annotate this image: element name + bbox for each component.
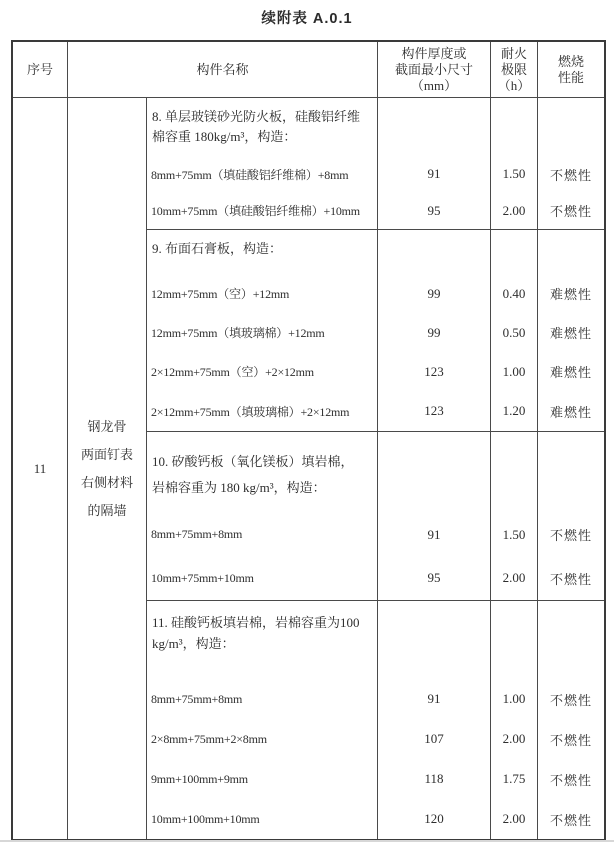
component-name-line1: 钢龙骨	[87, 418, 127, 434]
header-combustion-line2: 性能	[557, 69, 584, 85]
table-body	[13, 98, 604, 839]
header-seq-label: 序号	[26, 61, 53, 77]
combustion-cell: 不燃性	[549, 772, 592, 788]
empty-cell	[378, 601, 491, 679]
header-combustion	[538, 42, 604, 97]
section-intro: 11. 硅酸钙板填岩棉，岩棉容重为100 kg/m³，构造：	[147, 601, 378, 679]
combustion-cell: 不燃性	[549, 528, 592, 543]
fire-limit-cell: 1.50	[491, 156, 538, 192]
header-thickness	[378, 42, 491, 97]
spec-cell: 8mm+75mm+8mm	[147, 679, 378, 719]
thickness-cell: 95	[378, 192, 491, 229]
combustion-cell: 难燃性	[549, 365, 592, 380]
fire-limit-cell: 0.40	[491, 274, 538, 313]
component-name-line2: 两面钉表	[80, 446, 133, 462]
combustion-cell: 不燃性	[549, 812, 592, 828]
combustion-cell: 不燃性	[549, 571, 592, 587]
combustion-cell: 难燃性	[549, 404, 592, 420]
section-intro: 10. 矽酸钙板（氧化镁板）填岩棉， 岩棉容重为 180 kg/m³，构造：	[147, 432, 378, 513]
spec-cell: 2×12mm+75mm（填玻璃棉）+2×12mm	[147, 391, 378, 431]
empty-cell	[491, 230, 538, 274]
thickness-cell: 123	[378, 352, 491, 391]
header-thickness-line1: 构件厚度或	[401, 45, 467, 61]
fire-limit-cell: 2.00	[491, 719, 538, 759]
combustion-cell: 不燃性	[549, 204, 592, 219]
empty-cell	[538, 601, 604, 679]
page-bottom-edge-line	[0, 840, 614, 842]
spec-cell: 12mm+75mm（空）+12mm	[147, 274, 378, 313]
spec-cell: 9mm+100mm+9mm	[147, 759, 378, 799]
empty-cell	[378, 98, 491, 156]
spec-cell: 8mm+75mm（填硅酸铝纤维棉）+8mm	[147, 156, 378, 192]
header-combustion-line1: 燃烧	[557, 53, 584, 69]
spec-cell: 8mm+75mm+8mm	[147, 513, 378, 556]
fire-limit-cell: 2.00	[491, 556, 538, 600]
table-header-row	[13, 42, 604, 98]
construction-sections	[147, 98, 604, 839]
empty-cell	[491, 432, 538, 513]
seq-cell: 11	[13, 98, 68, 839]
empty-cell	[491, 98, 538, 156]
header-fire-line2: 极限	[500, 61, 527, 77]
combustion-cell: 不燃性	[549, 167, 592, 183]
empty-cell	[538, 230, 604, 274]
empty-cell	[538, 98, 604, 156]
combustion-cell: 不燃性	[549, 732, 592, 748]
fire-limit-cell: 1.50	[491, 513, 538, 556]
fire-limit-cell: 1.20	[491, 391, 538, 431]
thickness-cell: 91	[378, 156, 491, 192]
fire-limit-cell: 1.75	[491, 759, 538, 799]
thickness-cell: 107	[378, 719, 491, 759]
fire-resistance-table	[11, 40, 606, 841]
section-intro: 9. 布面石膏板，构造：	[147, 230, 378, 274]
component-name-line4: 的隔墙	[87, 502, 127, 518]
spec-cell: 2×12mm+75mm（空）+2×12mm	[147, 352, 378, 391]
thickness-cell: 91	[378, 679, 491, 719]
spec-cell: 10mm+75mm（填硅酸铝纤维棉）+10mm	[147, 192, 378, 229]
fire-limit-cell: 1.00	[491, 679, 538, 719]
empty-cell	[538, 432, 604, 513]
header-component-name	[68, 42, 378, 97]
empty-cell	[378, 432, 491, 513]
combustion-cell: 难燃性	[549, 287, 592, 302]
section-item-10	[147, 432, 604, 601]
spec-cell: 10mm+100mm+10mm	[147, 799, 378, 839]
spec-cell: 10mm+75mm+10mm	[147, 556, 378, 600]
combustion-cell: 难燃性	[549, 326, 592, 341]
header-fire-line1: 耐火	[500, 45, 527, 61]
component-name-cell	[68, 98, 147, 839]
empty-cell	[491, 601, 538, 679]
section-item-9	[147, 230, 604, 432]
empty-cell	[378, 230, 491, 274]
thickness-cell: 123	[378, 391, 491, 431]
fire-limit-cell: 0.50	[491, 313, 538, 352]
section-intro: 8. 单层玻镁砂光防火板，硅酸铝纤维 棉容重 180kg/m³，构造：	[147, 98, 378, 156]
thickness-cell: 95	[378, 556, 491, 600]
section-item-8	[147, 98, 604, 230]
header-thickness-line2: 截面最小尺寸	[394, 61, 473, 77]
thickness-cell: 99	[378, 274, 491, 313]
combustion-cell: 不燃性	[549, 692, 592, 708]
thickness-cell: 99	[378, 313, 491, 352]
header-fire-unit: （h）	[497, 77, 531, 93]
section-item-11	[147, 601, 604, 839]
fire-limit-cell: 1.00	[491, 352, 538, 391]
fire-limit-cell: 2.00	[491, 799, 538, 839]
page-title: 续附表 A.0.1	[261, 11, 353, 27]
fire-limit-cell: 2.00	[491, 192, 538, 229]
spec-cell: 2×8mm+75mm+2×8mm	[147, 719, 378, 759]
header-name-label: 构件名称	[196, 61, 249, 77]
header-fire-limit	[491, 42, 538, 97]
thickness-cell: 91	[378, 513, 491, 556]
header-thickness-unit: （mm）	[410, 77, 458, 93]
header-seq	[13, 42, 68, 97]
thickness-cell: 118	[378, 759, 491, 799]
thickness-cell: 120	[378, 799, 491, 839]
spec-cell: 12mm+75mm（填玻璃棉）+12mm	[147, 313, 378, 352]
component-name-line3: 右侧材料	[80, 474, 133, 490]
